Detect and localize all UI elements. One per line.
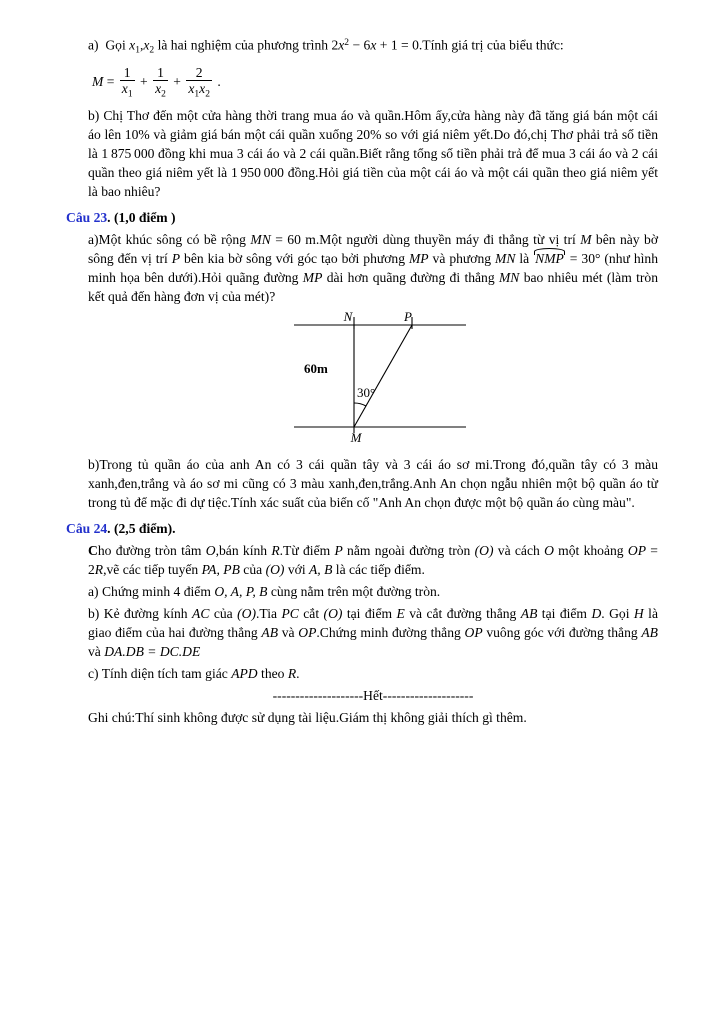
cau-23a-paragraph: a)Một khúc sông có bề rộng MN = 60 m.Một người dùng thuyền máy đi thẳng từ vị trí M bên này bờ sông đến vị trí P bên kia bờ sông với góc tạo bởi phương MP và phương MN là NMP = 30° (như hình minh họa bên dưới).Hỏi quãng đường MP dài hơn quãng đường đi thẳng MN bao nhiêu mét (làm tròn kết quả đến hàng đơn vị của mét)? [88, 231, 659, 304]
label-angle: 30° [357, 384, 376, 400]
question-b-paragraph: b) Chị Thơ đến một cửa hàng thời trang mua áo và quần.Hôm ấy,cửa hàng này đã tăng giá bán một cái áo lên 10% và giảm giá bán một cái quần xuống 20% so với giá niêm yết.Do đó,chị Thơ phải trả số tiền là 1 875 000 đồng khi mua 3 cái áo và 2 cái quần.Biết rằng tổng số tiền phải trả để mua 3 cái áo và 2 cái quần theo giá niêm yết là 1 950 000 đồng.Hỏi giá tiền của một cái áo và một cái quần theo giá niêm yết là bao nhiêu? [88, 107, 658, 199]
het-divider: --------------------Hết-------------------- [272, 687, 474, 703]
question-a-paragraph: a) Gọi $x_1,x_2$ là hai nghiệm của phương trình $2x^2 - 6x + 1$ = 0.Tính giá trị của biểu thức: [88, 37, 564, 56]
label-width: 60m [304, 360, 328, 376]
cau-24a-paragraph: a) Chứng minh 4 điểm O, A, P, B cùng nằm trên một đường tròn. [88, 583, 441, 599]
cau-24c-paragraph: c) Tính diện tích tam giác APD theo R. [88, 665, 300, 681]
label-n: N [343, 308, 353, 324]
cau-24-intro-paragraph: Cho đường tròn tâm O,bán kính R.Từ điểm P nằm ngoài đường tròn (O) và cách O một khoảng OP = 2R,vẽ các tiếp tuyến PA, PB của (O) với A, B là các tiếp điểm. [88, 542, 658, 577]
angle-arc [354, 402, 366, 405]
exam-note: Ghi chú:Thí sinh không được sử dụng tài liệu.Giám thị không giải thích gì thêm. [88, 709, 527, 725]
cau-24-heading: Câu 24. (2,5 điểm). [66, 520, 176, 536]
segment-mp [354, 325, 412, 427]
label-p: P [404, 308, 412, 324]
cau-24b-paragraph: b) Kẻ đường kính AC của (O).Tia PC cắt (O) tại điểm E và cắt đường thẳng AB tại điểm D. Gọi H là giao điểm của hai đường thẳng AB và OP.Chứng minh đường thẳng OP vuông góc với đường thẳng AB và DA.DB = DC.DE [88, 605, 658, 659]
label-m: M [350, 429, 362, 445]
river-diagram-svg [290, 309, 470, 445]
cau-23b-paragraph: b)Trong tủ quần áo của anh An có 3 cái quần tây và 3 cái áo sơ mi.Trong đó,quần tây có 3 màu xanh,đen,trắng và áo sơ mi cũng có 3 màu xanh,đen,trắng.Anh An chọn ngẫu nhiên một bộ quần áo từ trong tủ để mặc đi dự tiệc.Tính xác suất của biến cố "Anh An chọn được một bộ quần áo cùng màu". [88, 456, 658, 510]
river-diagram [290, 309, 658, 450]
cau-23-heading: Câu 23. (1,0 điểm ) [66, 209, 176, 225]
expression-formula: M = $\frac{1}{x_1}$ + $\frac{1}{x_2}$ + $\frac{2}{x_1x_2}$ . [92, 64, 221, 100]
